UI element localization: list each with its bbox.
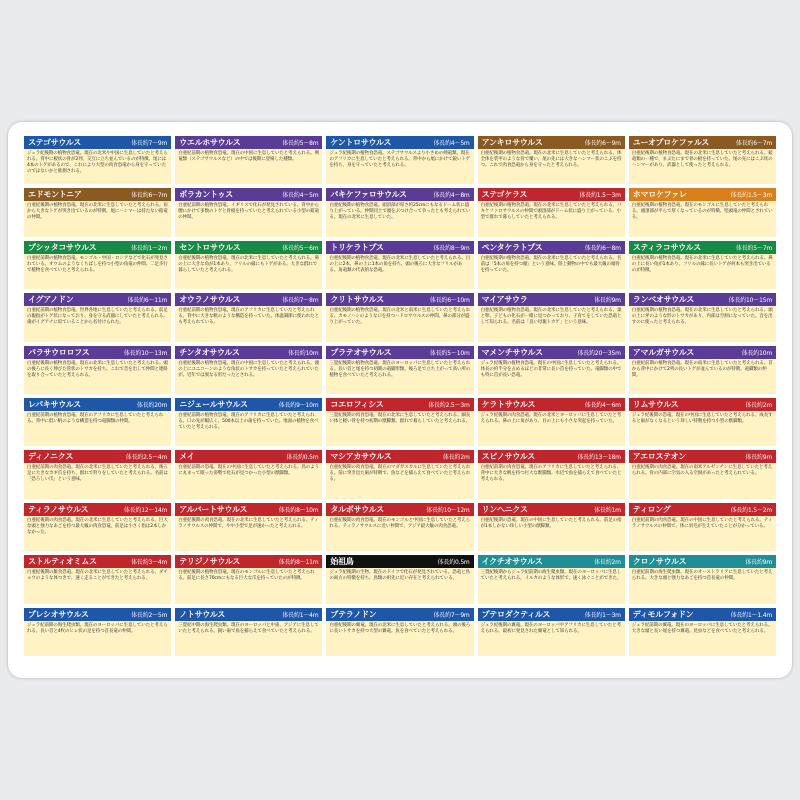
body-length: 体長約3〜4m: [131, 559, 168, 567]
dinosaur-card: [24, 241, 171, 289]
dinosaur-description: 白亜紀前期の植物食恐竜。現在のアフリカに生息していたと考えられる。背中に大きな帆のような構造を持っていた。体温調節に使われたとも考えられている。: [175, 306, 322, 341]
body-length: 体長約7〜9m: [433, 611, 470, 619]
dinosaur-card: [478, 503, 625, 551]
dinosaur-card: [478, 241, 625, 289]
dinosaur-description: 白亜紀後期の植物食恐竜。現在の北米に生息していたと考えられる。鼻の上に大きな角が1本あり、フリルの縁にもトゲがある。大きな群れで暮らしていたと考えられる。: [175, 254, 322, 289]
dinosaur-card: [629, 450, 776, 498]
dinosaur-name: パラサウロロフス: [28, 347, 90, 357]
card-header: [629, 450, 776, 463]
dinosaur-description: 白亜紀後期の肉食恐竜。現在のモンゴルと中国に生息していたと考えられる。ティラノサウルスに近い仲間で、アジア最大級の肉食恐竜。: [326, 516, 473, 551]
card-header: [24, 450, 171, 463]
body-length: 体長約1〜4m: [282, 611, 319, 619]
body-length: 体長約0.5m: [286, 454, 319, 462]
dinosaur-name: マメンチサウルス: [481, 347, 543, 357]
dinosaur-card: [175, 555, 322, 603]
dinosaur-card: [629, 398, 776, 446]
card-header: [478, 450, 625, 463]
dinosaur-card: [478, 346, 625, 394]
card-header: [175, 136, 322, 149]
card-header: [629, 555, 776, 568]
card-header: [629, 241, 776, 254]
dinosaur-card: [629, 503, 776, 551]
dinosaur-name: プテラノドン: [330, 609, 377, 619]
card-header: [24, 188, 171, 201]
dinosaur-description: 三畳紀後期の肉食恐竜。現在の北米に生息していたと考えられる。細長い体と軽い骨を持つ初期の獣脚類。群れで暮らしていたと考えられる。: [326, 411, 473, 446]
card-header: [629, 608, 776, 621]
body-length: 体長約2m: [442, 454, 470, 462]
card-header: [629, 293, 776, 306]
dinosaur-description: 白亜紀前期の海生爬虫類。現在のオーストラリアに生息していたと考えられる。大きな頭と強力なあごを持つ首長竜の仲間。: [629, 568, 776, 603]
dinosaur-description: 白亜紀前期の肉食恐竜。現在の中国に生息していたと考えられる。ティラノサウルスの仲間で、体に羽毛が生えていたことが分かっている。: [629, 516, 776, 551]
dinosaur-card: [175, 136, 322, 184]
dinosaur-description: 白亜紀前期の植物食恐竜。世界各地に生息していたと考えられる。前足の親指がトゲ状になっており、身を守る武器にしていたと考えられる。歯がイグアナに似ていることから名付けられた。: [24, 306, 171, 341]
body-length: 体長約9〜10m: [278, 402, 319, 409]
dinosaur-card: [478, 293, 625, 341]
card-header: [24, 293, 171, 306]
body-length: 体長約2m: [745, 402, 772, 409]
dinosaur-card: [326, 450, 473, 498]
dinosaur-name: レパキサウルス: [28, 400, 81, 409]
card-header: [175, 450, 322, 463]
card-header: [326, 398, 473, 411]
card-header: [24, 136, 171, 149]
dinosaur-name: アマルガサウルス: [632, 347, 694, 357]
dinosaur-name: リンへニクス: [481, 504, 528, 514]
body-length: 体長約2〜5m: [131, 611, 168, 619]
card-header: [326, 188, 473, 201]
dinosaur-description: ジュラ紀後期の植物食恐竜。現在の中国に生息していたと考えられる。体長の約半分を占めるほどの非常に長い首を持っていた。竜脚類の中でも特に首が長い恐竜。: [478, 359, 625, 394]
body-length: 体長約0.5m: [437, 559, 470, 567]
card-header: [326, 293, 473, 306]
dinosaur-name: ニジェールサウルス: [179, 400, 248, 409]
dinosaur-card: [326, 241, 473, 289]
dinosaur-name: エドモントニア: [28, 190, 82, 200]
body-length: 体長約6〜7m: [131, 192, 168, 200]
card-header: [326, 608, 473, 621]
body-length: 体長約8〜10m: [278, 506, 319, 514]
dinosaur-grid: [24, 136, 776, 656]
body-length: 体長約1.5〜2m: [730, 506, 772, 514]
card-header: [478, 136, 625, 149]
body-length: 体長約5〜7m: [735, 244, 772, 252]
body-length: 体長約20m: [136, 402, 168, 409]
dinosaur-name: メイ: [179, 452, 195, 462]
dinosaur-name: 始祖鳥: [330, 557, 354, 567]
dinosaur-name: プシッタコサウルス: [28, 242, 97, 252]
dinosaur-card: [326, 136, 473, 184]
dinosaur-name: ペンタケラトプス: [481, 242, 543, 252]
body-length: 体長約4〜5m: [433, 140, 470, 147]
card-header: [326, 503, 473, 516]
dinosaur-name: スティラコサウルス: [632, 242, 701, 252]
dinosaur-name: マイアサウラ: [481, 295, 528, 305]
dinosaur-description: ジュラ紀後期の肉食恐竜。現在の北米とヨーロッパに生息していたと考えられる。鼻の上に角があり、目の上にも小さな突起を持っていた。: [478, 411, 625, 446]
dinosaur-card: [629, 608, 776, 656]
body-length: 体長約20〜35m: [577, 349, 621, 357]
dinosaur-description: 白亜紀後期の植物食恐竜。現在の北米に生息していたと考えられる。巣と卵、子どもの化石が一緒に見つかっており、子育てをしていた恐竜として知られる。名前は「良い母親トカゲ」という意味。: [478, 306, 625, 341]
dinosaur-card: [326, 398, 473, 446]
dinosaur-description: 三畳紀後期の植物食恐竜。現在のヨーロッパに生息していたと考えられる。長い首と尾を持つ初期の竜脚形類。後ろ足で立ち上がって高い所の植物を食べていたと考えられる。: [326, 359, 473, 394]
dinosaur-card: [326, 503, 473, 551]
dinosaur-card: [24, 346, 171, 394]
dinosaur-description: ジュラ紀後期の植物食恐竜。ステゴサウルスより小さめの剣竜類。現在のアフリカに生息していたと考えられる。背中から尾にかけて鋭いトゲを持ち、身を守っていたと考えられる。: [326, 149, 473, 184]
dinosaur-description: 白亜紀後期の植物食恐竜。現在の北米に生息していたと考えられる。鼻の上に長い角が1本あり、フリルの縁に長いトゲが何本も突き出ているのが特徴。: [629, 254, 776, 289]
dinosaur-card: [629, 136, 776, 184]
card-header: [478, 608, 625, 621]
card-header: [24, 346, 171, 359]
dinosaur-description: 白亜紀前期の植物食恐竜。現在のアフリカに生息していたと考えられる。口の先が幅広く、500本以上の歯を持っていた。地面の植物を食べていたと考えられる。: [175, 411, 322, 446]
body-length: 体長約10〜15m: [728, 297, 772, 305]
dinosaur-description: 白亜紀前期の恐竜。現在の中国に生息していたと考えられる。鳥のように丸まって眠った姿勢で化石が見つかった小型の獣脚類。: [175, 463, 322, 498]
dinosaur-card: [24, 608, 171, 656]
body-length: 体長約10〜13m: [123, 349, 168, 357]
body-length: 体長約10〜12m: [426, 506, 470, 514]
card-header: [24, 608, 171, 621]
dinosaur-description: ジュラ紀後期の翼竜。現在のヨーロッパやアフリカに生息していたと考えられる。最初に発見された翼竜として知られる。: [478, 621, 625, 656]
body-length: 体長約10m: [288, 349, 319, 357]
dinosaur-card: [326, 608, 473, 656]
card-header: [326, 346, 473, 359]
dinosaur-card: [629, 555, 776, 603]
dinosaur-card: [24, 398, 171, 446]
card-header: [175, 608, 322, 621]
dinosaur-card: [175, 241, 322, 289]
dinosaur-card: [478, 188, 625, 236]
dinosaur-card: [326, 555, 473, 603]
dinosaur-description: 白亜紀前期の植物食恐竜。現在の南米に生息していたと考えられる。首から背中にかけて2列の長いトゲが並んでいるのが特徴。竜脚類の仲間。: [629, 359, 776, 394]
card-header: [629, 188, 776, 201]
dinosaur-description: 白亜紀前期の植物食恐竜。現在の中国に生息していたと考えられる。剣竜類（ステゴサウルスなど）の中では後期に登場した種類。: [175, 149, 322, 184]
dinosaur-card: [175, 188, 322, 236]
dinosaur-card: [24, 293, 171, 341]
dinosaur-description: 白亜紀後期の植物食恐竜。現在の北米に生息していたと考えられる。鎧竜類の一種で、まぶたにまで骨の板を持っていた。尾の先にはこぶ状のハンマーがあり、武器として使ったと考えられる。: [629, 149, 776, 184]
dinosaur-description: ジュラ紀後期の恐竜。現在の中国に生息していたと考えられる。成長すると歯がなくなるという珍しい特徴を持つ小型の獣脚類。: [629, 411, 776, 446]
body-length: 体長約6〜9m: [584, 140, 621, 147]
dinosaur-name: ケントロサウルス: [330, 138, 392, 147]
dinosaur-name: ホマロケファレ: [632, 190, 687, 200]
card-header: [24, 398, 171, 411]
dinosaur-card: [629, 346, 776, 394]
card-header: [478, 241, 625, 254]
card-header: [175, 398, 322, 411]
dinosaur-name: セントロサウルス: [179, 242, 241, 252]
dinosaur-description: 白亜紀後期の植物食恐竜。現在の北米に生息していたと考えられる。名前は「5本の角を持つ顔」という意味。陸上動物の中でも最大級の頭骨を持っていた。: [478, 254, 625, 289]
card-header: [629, 503, 776, 516]
dinosaur-name: アンキロサウルス: [481, 138, 543, 147]
body-length: 体長約4〜8m: [433, 192, 470, 200]
dinosaur-name: クロノサウルス: [632, 557, 687, 567]
body-length: 体長約10m: [741, 349, 772, 357]
dinosaur-name: チンタオサウルス: [179, 347, 240, 357]
dinosaur-card: [629, 293, 776, 341]
body-length: 体長約2.5〜3m: [428, 402, 470, 409]
dinosaur-description: ジュラ紀後期の植物食恐竜。現在の北米や中国に生息していたと考えられる。背中に板状の骨が2列、交互に立ち並んでいるのが特徴。尾には4本のトゲがあるので、これにより大型の肉食恐竜から身を守っていたのではないかと推測される。: [24, 149, 171, 184]
dinosaur-description: 白亜紀後期の植物食恐竜。現在の北米に生息していたと考えられる。体全体を装甲のような骨で覆い、尾の先には大きなハンマー状のこぶを持つ。これで肉食恐竜から身を守ったと考えられる。: [478, 149, 625, 184]
dinosaur-name: ティラノサウルス: [28, 504, 89, 514]
dinosaur-name: ケラトサウルス: [481, 400, 536, 409]
card-header: [24, 241, 171, 254]
dinosaur-name: パキケファロサウルス: [330, 190, 407, 200]
dinosaur-name: ユーオプロケファルス: [632, 138, 709, 147]
body-length: 体長約7〜8m: [282, 297, 319, 305]
dinosaur-card: [24, 503, 171, 551]
card-header: [175, 241, 322, 254]
body-length: 体長約1.5〜3m: [579, 192, 621, 200]
dinosaur-description: 白亜紀前期の肉食恐竜。現在のアフリカに生息していたと考えられる。背中に大きな帆を持つ巨大な獣脚類。水辺で魚を捕らえて食べていたと考えられる。: [478, 463, 625, 498]
dinosaur-description: 白亜紀後期の植物食恐竜。現在の北米に生息していたと考えられる。目の上に2本、鼻の上に1本の角を持ち、頭の後ろに大きなフリルがある。角竜類の代表的な恐竜。: [326, 254, 473, 289]
dinosaur-card: [326, 346, 473, 394]
dinosaur-name: トリケラトプス: [330, 242, 384, 252]
card-header: [326, 241, 473, 254]
card-header: [326, 555, 473, 568]
card-header: [629, 346, 776, 359]
body-length: 体長約6〜10m: [429, 297, 470, 305]
card-header: [24, 555, 171, 568]
body-length: 体長約8〜9m: [433, 244, 470, 252]
dinosaur-description: ジュラ紀前期の海生爬虫類。現在のヨーロッパに生息していたと考えられる。長い首と4枚のヒレ状の足を持つ首長竜の仲間。: [24, 621, 171, 656]
body-length: 体長約9m: [745, 454, 772, 462]
dinosaur-description: 白亜紀前期の植物食恐竜。イギリスで化石が発見されている。背中から腰にかけて多数のトゲと骨板を持っていたと考えられている小型の鎧竜の仲間。: [175, 201, 322, 236]
body-length: 体長約6〜11m: [127, 297, 168, 305]
dinosaur-card: [629, 188, 776, 236]
body-length: 体長約1〜3m: [584, 611, 621, 619]
dinosaur-card: [478, 608, 625, 656]
dinosaur-name: アルバートサウルス: [179, 504, 248, 514]
body-length: 体長約1〜1.4m: [730, 611, 772, 619]
body-length: 体長約5〜6m: [282, 244, 319, 252]
body-length: 体長約9m: [745, 559, 772, 567]
dinosaur-description: 三畳紀後期からジュラ紀前期の海生爬虫類。現在のヨーロッパに生息していたと考えられる。イルカのような体形で、速く泳ぐことができた。: [478, 568, 625, 603]
dinosaur-description: 三畳紀中期の海生爬虫類。現在のヨーロッパと中東、アジアに生息していたと考えられる。鋭い歯で魚を捕らえて食べていたと考えられる。: [175, 621, 322, 656]
dinosaur-card: [24, 450, 171, 498]
dinosaur-name: プラテオサウルス: [330, 347, 392, 357]
dinosaur-name: イグアノドン: [28, 295, 74, 305]
dinosaur-name: ティロング: [632, 504, 671, 514]
dinosaur-description: 白亜紀後期の植物食恐竜。現在の北米に生息していたと考えられる。パキケファロサウルスの仲間で頭頂部がドーム状に盛り上がっている。小型で群れで暮らしていたと考えられる。: [478, 201, 625, 236]
dinosaur-card: [478, 136, 625, 184]
dinosaur-name: テリジノサウルス: [179, 557, 240, 567]
body-length: 体長約2m: [594, 559, 621, 567]
dinosaur-name: リムサウルス: [632, 400, 679, 409]
body-length: 体長約5〜8m: [282, 140, 319, 147]
card-header: [175, 293, 322, 306]
card-header: [326, 136, 473, 149]
dinosaur-card: [24, 555, 171, 603]
dinosaur-description: 白亜紀前期の肉食恐竜。現在の北米に生息していたと考えられる。後ろ足に大きなカギ爪を持ち、群れで狩りをしていたと考えられる。名前は「恐ろしい爪」という意味。: [24, 463, 171, 498]
dinosaur-name: ディノニクス: [28, 452, 74, 462]
dinosaur-description: 白亜紀後期の肉食恐竜。現在の南米アルゼンチンに生息していたと考えられる。骨の内部に空気の入る空洞があったと考えられている。: [629, 463, 776, 498]
dinosaur-name: タルボサウルス: [330, 504, 384, 514]
dinosaur-card: [24, 188, 171, 236]
card-header: [478, 188, 625, 201]
dinosaur-card: [326, 188, 473, 236]
dinosaur-card: [24, 136, 171, 184]
dinosaur-card: [175, 608, 322, 656]
body-length: 体長約1m: [594, 506, 621, 514]
dinosaur-card: [478, 398, 625, 446]
dinosaur-description: 白亜紀後期の植物食恐竜。頭頂部が厚さ約25cmにもなるドーム状に盛り上がっている。仲間同士で頭をぶつけ合って争ったとも考えられている。現在の北米に生息していた。: [326, 201, 473, 236]
card-header: [478, 398, 625, 411]
body-length: 体長約7〜9m: [131, 140, 168, 147]
card-header: [175, 555, 322, 568]
dinosaur-name: ステゴサウルス: [28, 138, 81, 147]
body-length: 体長約2.5〜4m: [125, 454, 168, 462]
dinosaur-description: ジュラ紀後期の生物。現在のドイツで化石が発見されている。恐竜と鳥の両方の特徴を持ち、鳥類の祖先に近い存在と考えられている。: [326, 568, 473, 603]
dinosaur-description: ジュラ紀前期の翼竜。現在のヨーロッパに生息していたと考えられる。大きな頭と長い尾を持つ翼竜。昆虫などを食べていたと考えられる。: [629, 621, 776, 656]
body-length: 体長約6〜8m: [584, 244, 621, 252]
dinosaur-description: 白亜紀後期の植物食恐竜。現在の北米に生息していたと考えられる。頭の上に斧のような形のトサカがあり、内部は空洞になっていた。音を出すのに使ったと考えられる。: [629, 306, 776, 341]
dinosaur-name: ポラカントゥス: [179, 190, 233, 200]
dinosaur-name: ノトサウルス: [179, 609, 225, 619]
body-length: 体長約9m: [594, 297, 621, 305]
body-length: 体長約8〜11m: [278, 559, 319, 567]
dinosaur-name: ストルティオミムス: [28, 557, 97, 567]
dinosaur-name: プテロダクティルス: [481, 609, 551, 619]
dinosaur-card: [478, 555, 625, 603]
dinosaur-card: [175, 398, 322, 446]
dinosaur-name: ディモルフォドン: [632, 609, 694, 619]
dinosaur-description: 白亜紀後期の恐竜。現在の中国に生息していたと考えられる。前足の指が1本しかない珍しい小型の獣脚類。: [478, 516, 625, 551]
dinosaur-description: 白亜紀後期の肉食恐竜。現在のマダガスカルに生息していたと考えられる。前に突き出た歯が特徴で、魚などを捕らえて食べていたと考えられる。: [326, 463, 473, 498]
dinosaur-name: オウラノサウルス: [179, 295, 241, 305]
body-length: 体長約12〜14m: [123, 506, 168, 514]
dinosaur-name: ウエルホサウルス: [179, 138, 241, 147]
dinosaur-card: [175, 503, 322, 551]
body-length: 体長約4〜5m: [282, 192, 319, 200]
card-header: [175, 188, 322, 201]
dinosaur-description: 白亜紀後期の肉食恐竜。現在の北米に生息していたと考えられる。巨大な頭と強力なあごを持つ最大級の肉食恐竜。前足は小さく指は2本しかなかった。: [24, 516, 171, 551]
dinosaur-name: ステゴケラス: [481, 190, 528, 200]
dinosaur-description: 白亜紀後期の肉食恐竜。現在の北米に生息していたと考えられる。ティラノサウルスの仲間で、やや小型で足が速かったと考えられる。: [175, 516, 322, 551]
card-header: [175, 503, 322, 516]
dinosaur-description: 白亜紀後期の植物食恐竜。現在のモンゴルに生息していたと考えられる。頭頂部が平らで厚くなっているのが特徴。堅頭竜の仲間とされている。: [629, 201, 776, 236]
body-length: 体長約5〜10m: [429, 349, 470, 357]
card-header: [326, 450, 473, 463]
dinosaur-name: マシアカサウルス: [330, 452, 392, 462]
dinosaur-card: [326, 293, 473, 341]
dinosaur-description: 白亜紀後期の植物食恐竜。現在の中国に生息していたと考えられる。頭の上にユニコーンのような角状のトサカを持っていたと考えられていたが、近年では異なる形だったとされる。: [175, 359, 322, 394]
dinosaur-name: クリトサウルス: [330, 295, 384, 305]
dinosaur-description: 白亜紀後期の植物食恐竜。現在の北米と南米に生息していたと考えられる。カモノハシのような口を持つハドロサウルスの仲間。鼻の部分が盛り上がっていた。: [326, 306, 473, 341]
dinosaur-card: [175, 346, 322, 394]
body-length: 体長約1.5〜3m: [730, 192, 772, 200]
dinosaur-name: イクチオサウルス: [481, 557, 543, 567]
card-header: [629, 136, 776, 149]
dinosaur-description: 白亜紀後期の植物食恐竜。現在の北米に生息していたと考えられる。頭の後ろに長く伸びた管状のトサカを持ち、これで音を出して仲間と連絡を取り合っていたと考えられる。: [24, 359, 171, 394]
dinosaur-name: スピノサウルス: [481, 452, 535, 462]
card-header: [478, 503, 625, 516]
dinosaur-description: 白亜紀前期の植物食恐竜。モンゴル・中国・ロシアなどで化石が発見されている。オウムのようなくちばしを持つ小型の角竜の仲間。二足歩行で植物を食べていたと考えられる。: [24, 254, 171, 289]
dinosaur-description: 白亜紀後期の植物食恐竜。現在のモンゴルに生息していたと考えられる。前足に長さ70cmにもなる巨大な爪を持っていたのが特徴。: [175, 568, 322, 603]
card-header: [24, 503, 171, 516]
body-length: 体長約1〜2m: [131, 244, 168, 252]
dinosaur-card: [478, 450, 625, 498]
dinosaur-name: ランベオサウルス: [632, 295, 694, 305]
dinosaur-description: 白亜紀後期の植物食恐竜。現在の北米に生息していたと考えられる。肩から大きなトゲが突き出ているのが特徴。尾にハンマーは持たない鎧竜の仲間。: [24, 201, 171, 236]
dinosaur-card: [629, 241, 776, 289]
dinosaur-card: [175, 450, 322, 498]
dinosaur-name: コエロフィシス: [330, 400, 384, 409]
dinosaur-description: 白亜紀後期の雑食恐竜。現在の北米に生息していたと考えられる。ダチョウのような体つきで、速く走ることができたと考えられる。: [24, 568, 171, 603]
body-length: 体長約13〜18m: [577, 454, 621, 462]
card-header: [478, 346, 625, 359]
dinosaur-name: アエロステオン: [632, 452, 686, 462]
card-header: [478, 293, 625, 306]
card-header: [175, 346, 322, 359]
body-length: 体長約6〜7m: [735, 140, 772, 147]
dinosaur-description: 白亜紀後期の翼竜。現在の北米に生息していたと考えられる。頭の後ろに長いトサカを持つ大型の翼竜。魚を食べていたと考えられる。: [326, 621, 473, 656]
dinosaur-card: [175, 293, 322, 341]
dinosaur-description: 白亜紀前期の植物食恐竜。現在のアフリカに生息していたと考えられる。背中に低い帆のような構造を持つ竜脚類の仲間。: [24, 411, 171, 446]
card-header: [478, 555, 625, 568]
body-length: 体長約4〜6m: [584, 402, 621, 409]
dinosaur-name: プレシオサウルス: [28, 609, 89, 619]
card-header: [629, 398, 776, 411]
